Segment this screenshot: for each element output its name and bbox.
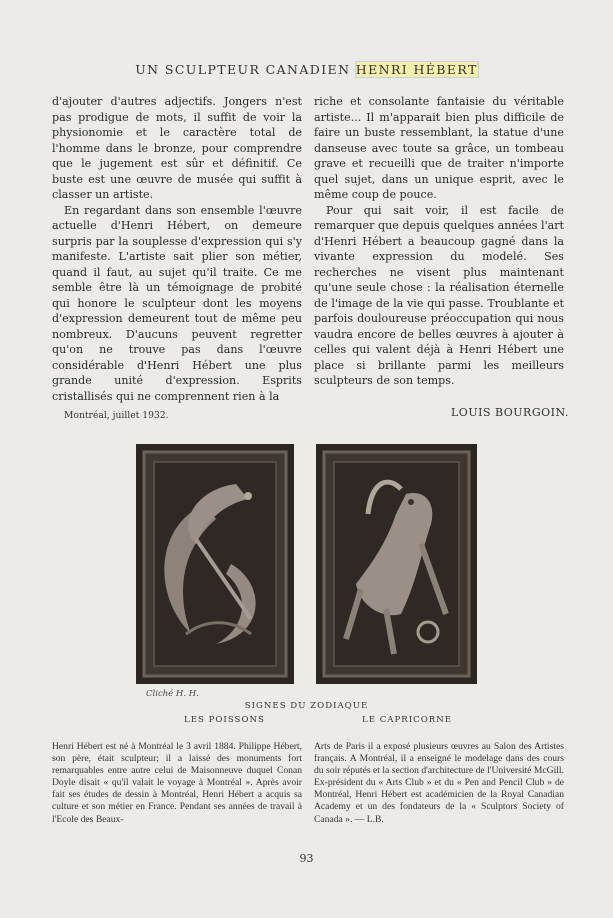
figure-caption-left: LES POISSONS [184,715,265,725]
capricorn-relief-photo [316,444,477,684]
article-column-left [52,94,302,404]
figure-title: SIGNES DU ZODIAQUE [244,701,369,711]
biographical-note-left: Henri Hébert est né à Montréal le 3 avril 1884. Philippe Hébert, son père, était sculpteur; il a laissé des monuments fort remarquables entre autre celui de Maisonneuve duquel Conan Doyle disait « qu'il valait le voyage à Montréal ». Après avoir fait ses études de dessin à Montréal, Henri Hébert a acquis sa culture et son métier en France. Pendant ses années de travail à l'Ecole des Beaux- [52,741,302,825]
article-paragraph: d'ajouter d'autres adjectifs. Jongers n'est pas prodigue de mots, il suffit de voir la physionomie et le caractère total de l'homme dans le bronze, pour comprendre que le jugement est sûr et définitif. Ce buste est une œuvre de musée qui suffit à classer un artiste. [52,95,302,201]
figure-caption-right: LE CAPRICORNE [362,715,453,725]
header-title: UN SCULPTEUR CANADIEN [135,62,351,77]
article-paragraph: Pour qui sait voir, il est facile de remarquer que depuis quelques années l'art d'Henri Hébert a beaucoup gagné dans la vivante expression du modelé. Ses recherches ne visent plus maintenant qu'une seule chose : la réalisation éternelle de l'image de la vie qui passe. Troublante et parfois douloureuse préoccupation qui nous vaudra encore de belles œuvres à ajouter à celles qui valent déjà à Henri Hébert une place si brillante parmi les meilleurs sculpteurs de son temps. [314,203,564,387]
page-number: 93 [299,852,314,865]
pisces-relief-photo [136,444,294,684]
running-header [0,62,613,77]
biographical-note-right: Arts de Paris il a exposé plusieurs œuvres au Salon des Artistes français. A Montréal, il a enseigné le modelage dans des cours du soir réputés et la section d'architecture de l'Université McGill. Ex-président du « Arts Club » et du « Pen and Pencil Club » de Montréal, Henri Hébert est académicien de la Royal Canadian Academy et un des fondateurs de la « Sculptors Society of Canada ». — L.B. [314,741,564,825]
article-column-right [314,94,564,389]
article-paragraph: En regardant dans son ensemble l'œuvre actuelle d'Henri Hébert, on demeure surpris par la souplesse d'expression qui s'y manifeste. L'artiste sait plier son métier, quand il faut, au sujet qu'il traite. Ce me semble être là un témoignage de probité qui honore le sculpteur dont les moyens d'expression demeurent tout de même peu nombreux. D'aucuns peuvent regretter qu'on ne trouve pas dans l'œuvre considérable d'Henri Hébert une plus grande unité d'expression. Esprits cristallisés qui ne comprennent rien à la [52,203,302,403]
article-paragraph: riche et consolante fantaisie du véritable artiste... Il m'apparait bien plus difficile de faire un buste ressemblant, la statue d'une danseuse avec toute sa grâce, un tombeau grave et recueilli que de traiter n'importe quel sujet, dans un unique esprit, avec le même coup de pouce. [314,95,564,201]
photo-credit: Cliché H. H. [146,689,199,699]
place-date: Montréal, juillet 1932. [64,410,169,421]
header-name: HENRI HÉBERT [355,62,478,77]
author-signature: LOUIS BOURGOIN. [451,406,569,419]
